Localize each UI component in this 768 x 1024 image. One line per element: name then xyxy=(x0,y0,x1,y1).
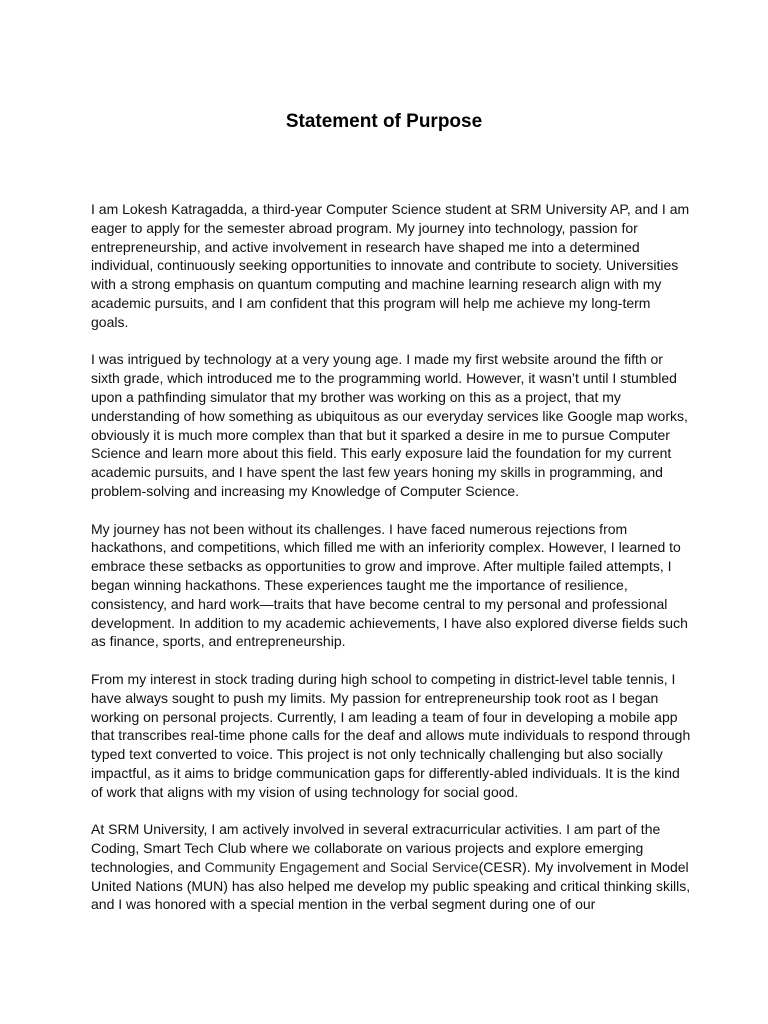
paragraph-text-before-link: At SRM University, I am actively involved in several extracurricular activities. I am part of the Coding, Smart Tech Club where we collaborate on various projects and explore emerging technologies, and xyxy=(91,821,661,875)
document-body xyxy=(91,200,691,933)
paragraph-text-after-link: (CESR). My involvement in Model United Nations (MUN) has also helped me develop my public speaking and critical thinking skills, and I was honored with a special mention in the verbal segment during one of our xyxy=(91,858,691,913)
paragraph-intro: I am Lokesh Katragadda, a third-year Computer Science student at SRM University AP, and I am eager to apply for the semester abroad program. My journey into technology, passion for entrepreneurship, and active involvement in research have shaped me into a determined individual, continuously seeking opportunities to innovate and contribute to society. Universities with a strong emphasis on quantum computing and machine learning research align with my academic pursuits, and I am confident that this program will help me achieve my long-term goals. xyxy=(91,201,690,330)
paragraph-challenges: My journey has not been without its challenges. I have faced numerous rejections from hackathons, and competitions, which filled me with an inferiority complex. However, I learned to embrace these setbacks as opportunities to grow and improve. After multiple failed attempts, I began winning hackathons. These experiences taught me the importance of resilience, consistency, and hard work—traits that have become central to my personal and professional development. In addition to my academic achievements, I have also explored diverse fields such as finance, sports, and entrepreneurship. xyxy=(91,520,688,650)
paragraph-extracurricular xyxy=(91,820,691,914)
cesr-link[interactable]: Community Engagement and Social Service xyxy=(204,858,479,875)
paragraph-entrepreneurship: From my interest in stock trading during high school to competing in district-level table tennis, I have always sought to push my limits. My passion for entrepreneurship took root as I began working on personal projects. Currently, I am leading a team of four in developing a mobile app that transcribes real-time phone calls for the deaf and allows mute individuals to respond through typed text converted to voice. This project is not only technically challenging but also socially impactful, as it aims to bridge communication gaps for differently-abled individuals. It is the kind of work that aligns with my vision of using technology for social good. xyxy=(91,670,691,800)
page-title: Statement of Purpose xyxy=(285,111,483,132)
paragraph-early-interest: I was intrigued by technology at a very young age. I made my first website around the fifth or sixth grade, which introduced me to the programming world. However, it wasn’t until I stumbled upon a pathfinding simulator that my brother was working on this as a project, that my understanding of how something as ubiquitous as our everyday services like Google map works, obviously it is much more complex than that but it sparked a desire in me to pursue Computer Science and learn more about this field. This early exposure laid the foundation for my current academic pursuits, and I have spent the last few years honing my skills in programming, and problem-solving and increasing my Knowledge of Computer Science. xyxy=(91,351,688,499)
